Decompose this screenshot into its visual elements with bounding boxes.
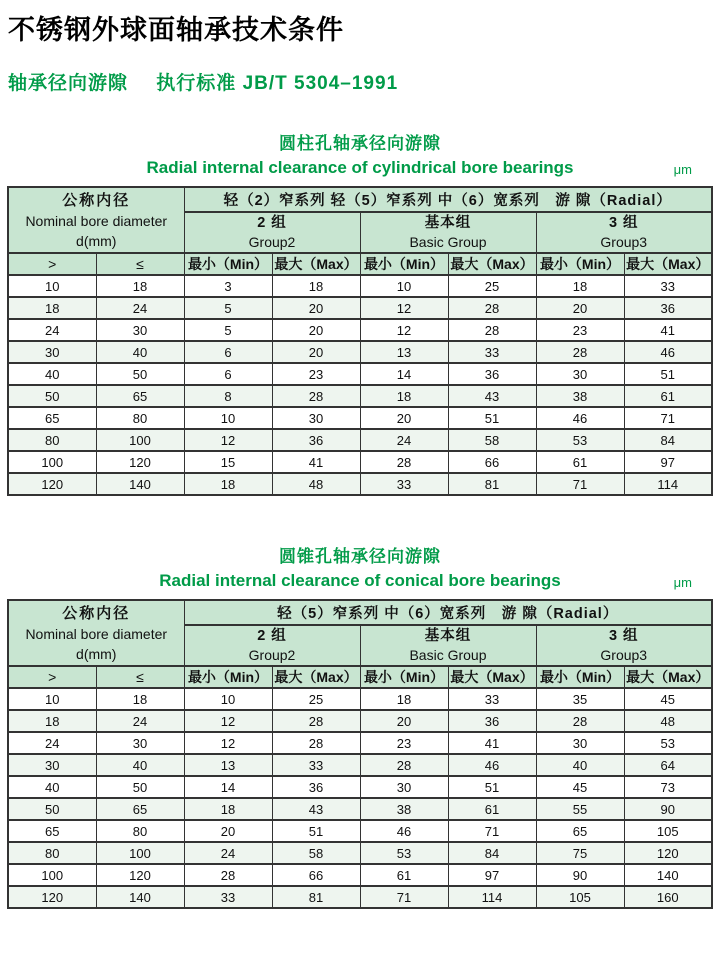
table-cell: 45 [536, 776, 624, 798]
table-cell: 100 [8, 864, 96, 886]
basic-group-header-cell [360, 212, 536, 253]
max-header-cell: 最大（Max） [448, 666, 536, 688]
unit-label: μm [673, 162, 692, 177]
table-cell: 30 [536, 363, 624, 385]
table-row [8, 798, 712, 820]
table-cell: 28 [536, 341, 624, 363]
table-cell: 6 [184, 363, 272, 385]
table-row [8, 842, 712, 864]
table-cell: 12 [360, 297, 448, 319]
table-cell: 25 [448, 275, 536, 297]
table-cell: 120 [624, 842, 712, 864]
table-cell: 48 [272, 473, 360, 495]
page-title: 不锈钢外球面轴承技术条件 [8, 15, 344, 45]
table-row [8, 429, 712, 451]
cylindrical-table-body [8, 275, 712, 495]
table-cell: 24 [360, 429, 448, 451]
group3-header-cell [536, 212, 712, 253]
conical-clearance-table [7, 599, 713, 909]
table-cell: 30 [272, 407, 360, 429]
max-header-cell: 最大（Max） [448, 253, 536, 275]
table-cell: 25 [272, 688, 360, 710]
table-cell: 40 [96, 341, 184, 363]
table-cell: 41 [272, 451, 360, 473]
unit-label: μm [673, 575, 692, 590]
header-row-minmax [8, 666, 712, 688]
table-row [8, 451, 712, 473]
table-cell: 100 [96, 429, 184, 451]
cylindrical-clearance-table [7, 186, 713, 496]
table-cell: 66 [448, 451, 536, 473]
table-cell: 71 [536, 473, 624, 495]
table-cell: 46 [536, 407, 624, 429]
table-caption-row [0, 158, 720, 178]
table-cell: 28 [360, 451, 448, 473]
table-cell: 51 [624, 363, 712, 385]
nominal-d-label: d(mm) [76, 232, 117, 249]
table-cell: 24 [96, 710, 184, 732]
table-cell: 71 [360, 886, 448, 908]
table-cell: 80 [96, 407, 184, 429]
header-row-series [8, 600, 712, 625]
table-cell: 33 [184, 886, 272, 908]
table-cell: 53 [624, 732, 712, 754]
table-row [8, 886, 712, 908]
table-cell: 30 [536, 732, 624, 754]
table-cell: 120 [8, 886, 96, 908]
table-cell: 23 [536, 319, 624, 341]
table-cell: 105 [624, 820, 712, 842]
table-cell: 50 [96, 776, 184, 798]
table-cell: 30 [8, 341, 96, 363]
table-cell: 10 [8, 688, 96, 710]
table-cell: 28 [272, 732, 360, 754]
table-cell: 30 [360, 776, 448, 798]
table-row [8, 820, 712, 842]
table-cell: 24 [96, 297, 184, 319]
max-header-cell: 最大（Max） [272, 253, 360, 275]
table-cell: 14 [360, 363, 448, 385]
table-cell: 30 [8, 754, 96, 776]
table-cell: 38 [360, 798, 448, 820]
table-cell: 18 [360, 688, 448, 710]
table-row [8, 473, 712, 495]
table-cell: 18 [272, 275, 360, 297]
table-cell: 64 [624, 754, 712, 776]
table-cell: 6 [184, 341, 272, 363]
table-cell: 12 [184, 429, 272, 451]
basic-group-en-label: Basic Group [409, 647, 487, 663]
table-cell: 18 [360, 385, 448, 407]
min-header-cell: 最小（Min） [360, 666, 448, 688]
max-header-cell: 最大（Max） [272, 666, 360, 688]
table-row [8, 341, 712, 363]
table-cell: 65 [96, 798, 184, 820]
min-header-cell: 最小（Min） [184, 666, 272, 688]
group3-zh-label: 3 组 [608, 215, 639, 231]
header-row-minmax [8, 253, 712, 275]
table-cell: 28 [536, 710, 624, 732]
table-cell: 50 [8, 798, 96, 820]
table-cell: 73 [624, 776, 712, 798]
table-cell: 65 [536, 820, 624, 842]
table-cell: 81 [272, 886, 360, 908]
table-cell: 10 [8, 275, 96, 297]
table-cell: 36 [448, 363, 536, 385]
table-cell: 23 [360, 732, 448, 754]
min-header-cell: 最小（Min） [536, 253, 624, 275]
table-cell: 10 [360, 275, 448, 297]
subtitle-clearance-label: 轴承径向游隙 [8, 73, 129, 94]
table-cell: 80 [96, 820, 184, 842]
table-cell: 30 [96, 732, 184, 754]
gt-header-cell: > [8, 253, 96, 275]
table-cell: 20 [536, 297, 624, 319]
table-cell: 80 [8, 842, 96, 864]
table-cell: 105 [536, 886, 624, 908]
table-cell: 160 [624, 886, 712, 908]
table-cell: 100 [8, 451, 96, 473]
table-row [8, 297, 712, 319]
nominal-bore-header-cell [8, 600, 184, 666]
series-header-cell: 轻（5）窄系列 中（6）宽系列 游 隙（Radial） [184, 600, 712, 625]
nominal-d-label: d(mm) [76, 645, 117, 662]
table-cell: 120 [8, 473, 96, 495]
table-cell: 12 [184, 732, 272, 754]
table-cell: 61 [624, 385, 712, 407]
nominal-zh-label: 公称内径 [62, 191, 131, 209]
table-cell: 20 [272, 297, 360, 319]
basic-group-en-label: Basic Group [409, 234, 487, 250]
table-cell: 10 [184, 407, 272, 429]
nominal-zh-label: 公称内径 [62, 604, 131, 622]
table-cell: 80 [8, 429, 96, 451]
subtitle-standard-label: 执行标准 JB/T 5304–1991 [156, 73, 399, 94]
group2-header-cell [184, 212, 360, 253]
table-cell: 50 [8, 385, 96, 407]
table-cell: 84 [448, 842, 536, 864]
table-cell: 51 [448, 407, 536, 429]
group2-en-label: Group2 [248, 647, 296, 663]
table-cell: 18 [8, 297, 96, 319]
table-cell: 5 [184, 297, 272, 319]
max-header-cell: 最大（Max） [624, 666, 712, 688]
table-cell: 120 [96, 451, 184, 473]
table-cell: 51 [448, 776, 536, 798]
table-cell: 12 [184, 710, 272, 732]
le-header-cell: ≤ [96, 253, 184, 275]
cylindrical-bore-section [0, 129, 720, 496]
table-cell: 97 [448, 864, 536, 886]
group3-header-cell [536, 625, 712, 666]
group3-en-label: Group3 [600, 234, 648, 250]
table-cell: 23 [272, 363, 360, 385]
basic-group-header-cell [360, 625, 536, 666]
nominal-bore-header-cell [8, 187, 184, 253]
table-cell: 28 [448, 319, 536, 341]
conical-bore-section [0, 542, 720, 909]
table-cell: 40 [8, 363, 96, 385]
table-cell: 18 [184, 473, 272, 495]
table-row [8, 319, 712, 341]
table-row [8, 385, 712, 407]
table-cell: 140 [96, 473, 184, 495]
nominal-en-label: Nominal bore diameter [25, 625, 168, 642]
table-row [8, 864, 712, 886]
table-cell: 61 [360, 864, 448, 886]
page-subtitle [8, 68, 720, 95]
table-cell: 30 [96, 319, 184, 341]
conical-table-body [8, 688, 712, 908]
table-cell: 45 [624, 688, 712, 710]
basic-group-zh-label: 基本组 [424, 215, 472, 231]
table-cell: 24 [184, 842, 272, 864]
table-cell: 18 [96, 688, 184, 710]
table-cell: 97 [624, 451, 712, 473]
table-cell: 75 [536, 842, 624, 864]
min-header-cell: 最小（Min） [536, 666, 624, 688]
group2-zh-label: 2 组 [257, 628, 287, 644]
table-cell: 40 [96, 754, 184, 776]
group2-zh-label: 2 组 [257, 215, 287, 231]
table-cell: 20 [360, 407, 448, 429]
table-cell: 43 [448, 385, 536, 407]
table-cell: 43 [272, 798, 360, 820]
table-cell: 90 [536, 864, 624, 886]
table-cell: 58 [272, 842, 360, 864]
table-cell: 81 [448, 473, 536, 495]
table-caption-en: Radial internal clearance of cylindrical bore bearings [146, 158, 574, 177]
table-cell: 53 [360, 842, 448, 864]
table-cell: 55 [536, 798, 624, 820]
table-cell: 41 [448, 732, 536, 754]
table-cell: 46 [360, 820, 448, 842]
table-cell: 3 [184, 275, 272, 297]
table-cell: 84 [624, 429, 712, 451]
group3-zh-label: 3 组 [608, 628, 639, 644]
table-cell: 33 [448, 341, 536, 363]
table-cell: 20 [272, 319, 360, 341]
table-cell: 18 [8, 710, 96, 732]
table-cell: 65 [96, 385, 184, 407]
min-header-cell: 最小（Min） [184, 253, 272, 275]
table-cell: 50 [96, 363, 184, 385]
table-cell: 35 [536, 688, 624, 710]
table-cell: 66 [272, 864, 360, 886]
table-cell: 58 [448, 429, 536, 451]
table-cell: 71 [624, 407, 712, 429]
max-header-cell: 最大（Max） [624, 253, 712, 275]
table-cell: 33 [624, 275, 712, 297]
table-cell: 15 [184, 451, 272, 473]
table-cell: 120 [96, 864, 184, 886]
group2-en-label: Group2 [248, 234, 296, 250]
table-cell: 20 [360, 710, 448, 732]
table-cell: 18 [536, 275, 624, 297]
table-caption-en: Radial internal clearance of conical bore bearings [159, 571, 561, 590]
table-cell: 36 [624, 297, 712, 319]
table-cell: 48 [624, 710, 712, 732]
table-cell: 20 [272, 341, 360, 363]
table-cell: 5 [184, 319, 272, 341]
table-caption-row [0, 571, 720, 591]
header-row-series [8, 187, 712, 212]
table-caption-zh: 圆锥孔轴承径向游隙 [279, 547, 441, 566]
table-cell: 8 [184, 385, 272, 407]
le-header-cell: ≤ [96, 666, 184, 688]
table-cell: 13 [360, 341, 448, 363]
table-cell: 28 [448, 297, 536, 319]
table-cell: 41 [624, 319, 712, 341]
table-cell: 38 [536, 385, 624, 407]
table-cell: 114 [448, 886, 536, 908]
table-cell: 20 [184, 820, 272, 842]
table-cell: 36 [272, 429, 360, 451]
table-cell: 114 [624, 473, 712, 495]
table-row [8, 363, 712, 385]
group2-header-cell [184, 625, 360, 666]
nominal-en-label: Nominal bore diameter [25, 212, 168, 229]
table-cell: 18 [184, 798, 272, 820]
series-header-cell: 轻（2）窄系列 轻（5）窄系列 中（6）宽系列 游 隙（Radial） [184, 187, 712, 212]
table-cell: 36 [448, 710, 536, 732]
table-cell: 13 [184, 754, 272, 776]
table-cell: 71 [448, 820, 536, 842]
table-cell: 33 [272, 754, 360, 776]
table-cell: 51 [272, 820, 360, 842]
table-cell: 61 [448, 798, 536, 820]
table-row [8, 732, 712, 754]
table-row [8, 275, 712, 297]
table-cell: 33 [360, 473, 448, 495]
table-cell: 12 [360, 319, 448, 341]
table-row [8, 710, 712, 732]
table-row [8, 776, 712, 798]
table-cell: 40 [536, 754, 624, 776]
basic-group-zh-label: 基本组 [424, 628, 472, 644]
table-cell: 14 [184, 776, 272, 798]
table-cell: 100 [96, 842, 184, 864]
table-cell: 18 [96, 275, 184, 297]
table-cell: 28 [272, 710, 360, 732]
table-cell: 61 [536, 451, 624, 473]
table-cell: 40 [8, 776, 96, 798]
table-row [8, 754, 712, 776]
table-cell: 28 [184, 864, 272, 886]
table-cell: 90 [624, 798, 712, 820]
table-caption-zh: 圆柱孔轴承径向游隙 [279, 134, 441, 153]
table-cell: 36 [272, 776, 360, 798]
table-cell: 33 [448, 688, 536, 710]
min-header-cell: 最小（Min） [360, 253, 448, 275]
table-row [8, 407, 712, 429]
group3-en-label: Group3 [600, 647, 648, 663]
table-cell: 24 [8, 732, 96, 754]
table-cell: 65 [8, 820, 96, 842]
table-cell: 24 [8, 319, 96, 341]
table-cell: 140 [624, 864, 712, 886]
table-cell: 53 [536, 429, 624, 451]
table-cell: 46 [448, 754, 536, 776]
table-cell: 28 [272, 385, 360, 407]
table-cell: 10 [184, 688, 272, 710]
gt-header-cell: > [8, 666, 96, 688]
table-cell: 65 [8, 407, 96, 429]
table-cell: 28 [360, 754, 448, 776]
table-cell: 140 [96, 886, 184, 908]
table-row [8, 688, 712, 710]
table-cell: 46 [624, 341, 712, 363]
